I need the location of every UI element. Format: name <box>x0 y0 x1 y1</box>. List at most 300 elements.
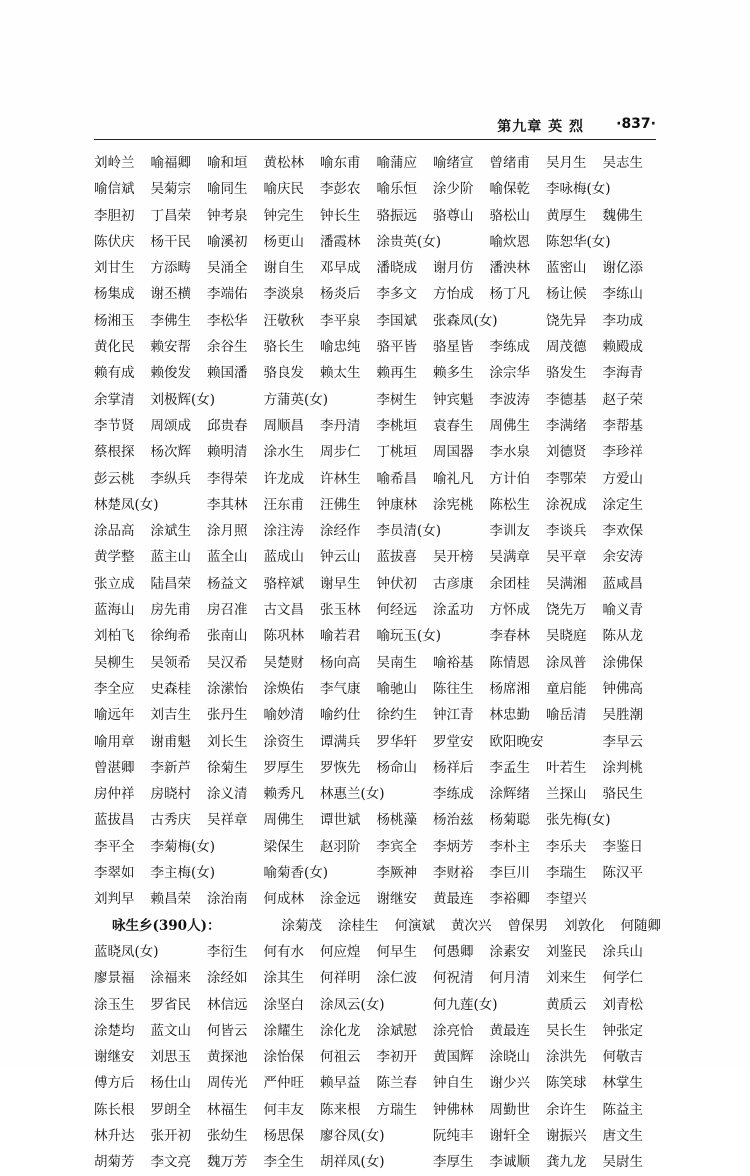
person-name: 房召准 <box>207 602 248 619</box>
person-name: 方怀成 <box>489 602 530 619</box>
person-name: 李淡泉 <box>263 286 304 303</box>
person-name: 喻绪宣 <box>433 155 474 171</box>
person-name: 蓝海山 <box>94 602 135 619</box>
person-name: 喻礼凡 <box>433 470 474 487</box>
person-name: 李纵兵 <box>150 470 191 487</box>
person-name: 李望兴 <box>546 891 587 908</box>
person-name: 蓝拔喜 <box>376 549 417 566</box>
person-name: 余掌清 <box>94 391 135 408</box>
name-line <box>94 1018 694 1044</box>
name-line <box>94 650 694 676</box>
name-line <box>94 176 694 202</box>
person-name: 汪佛生 <box>320 496 361 513</box>
person-name: 刘甘生 <box>94 260 135 277</box>
person-name: 何祝清 <box>433 970 474 987</box>
person-name: 刘德贤 <box>546 444 587 461</box>
name-line <box>94 544 694 570</box>
person-name: 李翠如 <box>94 865 135 882</box>
person-name: 涂仁波 <box>376 970 417 987</box>
name-line <box>94 1097 694 1123</box>
person-name: 何随卿 <box>620 917 661 934</box>
person-name: 涂金远 <box>320 891 361 908</box>
person-name: 吴尉生 <box>602 1154 643 1171</box>
person-name: 骆振远 <box>376 207 417 224</box>
person-name: 徐菊生 <box>207 759 248 776</box>
person-name: 潘泱林 <box>489 260 530 277</box>
person-name: 李咏梅(女) <box>546 181 611 198</box>
person-name: 唐文生 <box>602 1127 643 1144</box>
person-name: 谢轩全 <box>489 1127 530 1144</box>
person-name: 赖早益 <box>320 1075 361 1092</box>
person-name: 李鉴日 <box>602 838 643 855</box>
person-name: 涂贵英(女) <box>376 233 442 250</box>
person-name: 李胆初 <box>94 207 135 224</box>
person-name: 潘晓成 <box>376 260 417 277</box>
person-name: 周勤世 <box>489 1101 530 1118</box>
person-name: 喻东甫 <box>320 155 361 171</box>
person-name: 李国斌 <box>376 312 417 329</box>
person-name: 周传光 <box>207 1075 248 1092</box>
name-line <box>94 150 694 176</box>
person-name: 李厚生 <box>433 1154 474 1171</box>
person-name: 方爱山 <box>602 470 643 487</box>
person-name: 喻蒲应 <box>376 155 417 171</box>
person-name: 陈来根 <box>320 1101 361 1118</box>
person-name: 涂怡保 <box>263 1049 304 1066</box>
person-name: 彭云桃 <box>94 470 135 487</box>
person-name: 李满绪 <box>546 417 587 434</box>
person-name: 周顺昌 <box>263 417 304 434</box>
person-name: 余安涛 <box>602 549 643 566</box>
person-name: 喻远年 <box>94 707 135 724</box>
person-name: 陈汉平 <box>602 865 643 882</box>
person-name: 谢振兴 <box>546 1127 587 1144</box>
person-name: 李春林 <box>489 628 530 645</box>
person-name: 涂焕佑 <box>263 680 304 697</box>
person-name: 喻用章 <box>94 733 135 750</box>
person-name: 涂亮恰 <box>433 1022 474 1039</box>
person-name: 方怡成 <box>433 286 474 303</box>
person-name: 胡菊芳 <box>94 1154 135 1171</box>
person-name: 骆民生 <box>602 786 643 803</box>
person-name: 谢继安 <box>94 1049 135 1066</box>
person-name: 罗恢先 <box>320 759 361 776</box>
person-name: 方蒲英(女) <box>263 391 329 408</box>
person-name: 许林生 <box>320 470 361 487</box>
person-name: 赖国潘 <box>207 365 248 382</box>
person-name: 涂水生 <box>263 444 304 461</box>
person-name: 吴涌全 <box>207 260 248 277</box>
person-name: 李佛生 <box>150 312 191 329</box>
person-name: 何早生 <box>376 943 417 960</box>
person-name: 傅方后 <box>94 1075 135 1092</box>
person-name: 杨祥后 <box>433 759 474 776</box>
person-name: 吴祥章 <box>207 812 248 829</box>
person-name: 阮纯丰 <box>433 1127 474 1144</box>
person-name: 张丹生 <box>207 707 248 724</box>
person-name: 林楚凤(女) <box>94 496 159 513</box>
person-name: 喻菊香(女) <box>263 865 329 882</box>
person-name: 周佛生 <box>489 417 530 434</box>
person-name: 饶先异 <box>546 312 587 329</box>
person-name: 罗华轩 <box>376 733 417 750</box>
person-name: 古文昌 <box>263 602 304 619</box>
person-name: 张先梅(女) <box>546 812 611 829</box>
person-name: 陈往生 <box>433 680 474 697</box>
name-line <box>94 466 694 492</box>
person-name: 钟佛高 <box>602 680 643 697</box>
person-name: 蓝文山 <box>150 1022 191 1039</box>
person-name: 赖有成 <box>94 365 135 382</box>
name-line <box>94 518 694 544</box>
person-name: 涂化龙 <box>320 1022 361 1039</box>
person-name: 喻希昌 <box>376 470 417 487</box>
name-line <box>94 939 694 965</box>
person-name: 黄质云 <box>546 996 587 1013</box>
person-name: 涂经作 <box>320 523 361 540</box>
person-name: 何经远 <box>376 602 417 619</box>
name-line <box>94 334 694 360</box>
person-name: 蓝咸昌 <box>602 575 643 592</box>
person-name: 余谷生 <box>207 339 248 356</box>
name-line <box>94 492 694 518</box>
person-name: 赖多生 <box>433 365 474 382</box>
name-line <box>94 807 694 833</box>
person-name: 李水泉 <box>489 444 530 461</box>
person-name: 李得荣 <box>207 470 248 487</box>
person-name: 涂晓山 <box>489 1049 530 1066</box>
person-name: 吴菊宗 <box>150 181 191 198</box>
person-name: 涂楚均 <box>94 1022 135 1039</box>
person-name: 张森凤(女) <box>433 312 498 329</box>
person-name: 杨仕山 <box>150 1075 191 1092</box>
person-name: 涂义清 <box>207 786 248 803</box>
person-name: 李端佑 <box>207 286 248 303</box>
person-name: 何有水 <box>263 943 304 960</box>
person-name: 吴开榜 <box>433 549 474 566</box>
person-name: 黄探池 <box>207 1049 248 1066</box>
person-name: 李诚顺 <box>489 1154 530 1171</box>
person-name: 刘柏飞 <box>94 628 135 645</box>
person-name: 李初开 <box>376 1049 417 1066</box>
person-name: 徐约生 <box>376 707 417 724</box>
person-name: 陈伏庆 <box>94 233 135 250</box>
name-line <box>94 1149 694 1175</box>
person-name: 李衍生 <box>207 943 248 960</box>
person-name: 刘来生 <box>546 970 587 987</box>
person-name: 李员清(女) <box>376 523 442 540</box>
person-name: 涂斌慰 <box>376 1022 417 1039</box>
person-name: 李鄂荣 <box>546 470 587 487</box>
person-name: 谭满兵 <box>320 733 361 750</box>
person-name: 涂兵山 <box>602 943 643 960</box>
person-name: 李气康 <box>320 680 361 697</box>
person-name: 李欢保 <box>602 523 643 540</box>
person-name: 赖再生 <box>376 365 417 382</box>
person-name: 曾绪甫 <box>489 155 530 171</box>
person-name: 蓝晓凤(女) <box>94 943 159 960</box>
person-name: 蓝密山 <box>546 260 587 277</box>
person-name: 汪敬秋 <box>263 312 304 329</box>
person-name: 吴长生 <box>546 1022 587 1039</box>
person-name: 李平泉 <box>320 312 361 329</box>
person-name: 李菊梅(女) <box>150 838 216 855</box>
person-name: 李主梅(女) <box>150 865 216 882</box>
person-name: 涂洪先 <box>546 1049 587 1066</box>
person-name: 林升达 <box>94 1127 135 1144</box>
person-name: 骆松山 <box>489 207 530 224</box>
township-heading-line <box>94 913 694 939</box>
person-name: 邓早成 <box>320 260 361 277</box>
person-name: 杨次辉 <box>150 444 191 461</box>
person-name: 涂月照 <box>207 523 248 540</box>
person-name: 钟自生 <box>433 1075 474 1092</box>
person-name: 谢丕横 <box>150 286 191 303</box>
person-name: 谢少兴 <box>489 1075 530 1092</box>
person-name: 陈笑球 <box>546 1075 587 1092</box>
person-name: 喻驰山 <box>376 680 417 697</box>
header-rule <box>94 139 656 140</box>
person-name: 李巨川 <box>489 865 530 882</box>
person-name: 周步仁 <box>320 444 361 461</box>
person-name: 杨湘玉 <box>94 312 135 329</box>
person-name: 谢月仿 <box>433 260 474 277</box>
person-name: 刘吉生 <box>150 707 191 724</box>
person-name: 李功成 <box>602 312 643 329</box>
person-name: 钟伏初 <box>376 575 417 592</box>
person-name: 杨让候 <box>546 286 587 303</box>
person-name: 杨丁凡 <box>489 286 530 303</box>
person-name: 何丰友 <box>263 1101 304 1118</box>
person-name: 李练成 <box>489 339 530 356</box>
person-name: 方瑞生 <box>376 1101 417 1118</box>
person-name: 陈巩林 <box>263 628 304 645</box>
person-name: 李海青 <box>602 365 643 382</box>
person-name: 张南山 <box>207 628 248 645</box>
person-name: 涂福来 <box>150 970 191 987</box>
person-name: 李节贤 <box>94 417 135 434</box>
person-name: 骆梓斌 <box>263 575 304 592</box>
person-name: 李德基 <box>546 391 587 408</box>
person-name: 喻若君 <box>320 628 361 645</box>
person-name: 涂品高 <box>94 523 135 540</box>
person-name: 李谈兵 <box>546 523 587 540</box>
person-name: 李宾全 <box>376 838 417 855</box>
person-name: 喻同生 <box>207 181 248 198</box>
person-name: 方计伯 <box>489 470 530 487</box>
person-name: 丁昌荣 <box>150 207 191 224</box>
name-line <box>94 834 694 860</box>
person-name: 谢自生 <box>263 260 304 277</box>
person-name: 吴平章 <box>546 549 587 566</box>
person-name: 何祖云 <box>320 1049 361 1066</box>
person-name: 徐绚希 <box>150 628 191 645</box>
person-name: 何皆云 <box>207 1022 248 1039</box>
person-name: 赖殿成 <box>602 339 643 356</box>
person-name: 黄学整 <box>94 549 135 566</box>
name-line <box>94 413 694 439</box>
person-name: 喻和垣 <box>207 155 248 171</box>
person-name: 涂潆怡 <box>207 680 248 697</box>
person-name: 刘思玉 <box>150 1049 191 1066</box>
person-name: 骆星皆 <box>433 339 474 356</box>
person-name: 赖俊发 <box>150 365 191 382</box>
person-name: 骆良发 <box>263 365 304 382</box>
person-name: 杨益文 <box>207 575 248 592</box>
person-name: 吴楚财 <box>263 654 304 671</box>
person-name: 杨干民 <box>150 233 191 250</box>
person-name: 刘长生 <box>207 733 248 750</box>
person-name: 涂定生 <box>602 496 643 513</box>
person-name: 骆平皆 <box>376 339 417 356</box>
person-name: 余团桂 <box>489 575 530 592</box>
person-name: 吴满章 <box>489 549 530 566</box>
name-line <box>94 387 694 413</box>
name-line <box>94 781 694 807</box>
person-name: 曾保男 <box>507 917 548 934</box>
person-name: 赵羽阶 <box>320 838 361 855</box>
name-line <box>94 729 694 755</box>
person-name: 涂辉绪 <box>489 786 530 803</box>
person-name: 廖景福 <box>94 970 135 987</box>
person-name: 李全应 <box>94 680 135 697</box>
person-name: 吴南生 <box>376 654 417 671</box>
name-line <box>94 992 694 1018</box>
person-name: 何祥明 <box>320 970 361 987</box>
person-name: 涂少阶 <box>433 181 474 198</box>
person-name: 刘鉴民 <box>546 943 587 960</box>
person-name: 喻约仕 <box>320 707 361 724</box>
person-name: 陈松生 <box>489 496 530 513</box>
person-name: 李多文 <box>376 286 417 303</box>
person-name: 罗省民 <box>150 996 191 1013</box>
township-heading: 咏生乡(390人)： <box>112 917 221 934</box>
person-name: 房仲祥 <box>94 786 135 803</box>
person-name: 吴满湘 <box>546 575 587 592</box>
person-name: 陈兰春 <box>376 1075 417 1092</box>
person-name: 史森桂 <box>150 680 191 697</box>
person-name: 涂宗华 <box>489 365 530 382</box>
person-name: 罗厚生 <box>263 759 304 776</box>
person-name: 李孟生 <box>489 759 530 776</box>
person-name: 黄最连 <box>489 1022 530 1039</box>
person-name: 杨治兹 <box>433 812 474 829</box>
person-name: 陈恕华(女) <box>546 233 611 250</box>
person-name: 黄国辉 <box>433 1049 474 1066</box>
person-name: 龚九龙 <box>546 1154 587 1171</box>
person-name: 蓝拔昌 <box>94 812 135 829</box>
person-name: 蓝成山 <box>263 549 304 566</box>
person-name: 李瑞生 <box>546 865 587 882</box>
person-name: 谭世斌 <box>320 812 361 829</box>
person-name: 魏万芳 <box>207 1154 248 1171</box>
person-name: 邱贵春 <box>207 417 248 434</box>
person-name: 刘青松 <box>602 996 643 1013</box>
person-name: 袁春生 <box>433 417 474 434</box>
person-name: 周佛生 <box>263 812 304 829</box>
person-name: 何学仁 <box>602 970 643 987</box>
person-name: 刘岭兰 <box>94 155 135 171</box>
name-line <box>94 1070 694 1096</box>
person-name: 张玉林 <box>320 602 361 619</box>
person-name: 赖昌荣 <box>150 891 191 908</box>
person-name: 吴领希 <box>150 654 191 671</box>
person-name: 骆长生 <box>263 339 304 356</box>
person-name: 何月清 <box>489 970 530 987</box>
person-name: 李厥神 <box>376 865 417 882</box>
person-name: 汪东甫 <box>263 496 304 513</box>
person-name: 李树生 <box>376 391 417 408</box>
person-name: 钟长生 <box>320 207 361 224</box>
chapter-title: 第九章 英 烈 <box>497 119 584 135</box>
person-name: 张立成 <box>94 575 135 592</box>
person-name: 潘霞林 <box>320 233 361 250</box>
person-name: 吴胜潮 <box>602 707 643 724</box>
person-name: 喻信斌 <box>94 181 135 198</box>
name-line <box>94 571 694 597</box>
person-name: 赖秀凡 <box>263 786 304 803</box>
person-name: 涂菊茂 <box>281 917 322 934</box>
person-name: 涂其生 <box>263 970 304 987</box>
person-name: 李裕卿 <box>489 891 530 908</box>
person-name: 丁桃垣 <box>376 444 417 461</box>
person-name: 涂经如 <box>207 970 248 987</box>
name-line <box>94 597 694 623</box>
person-name: 喻义青 <box>602 602 643 619</box>
person-name: 梁保生 <box>263 838 304 855</box>
person-name: 房晓村 <box>150 786 191 803</box>
person-name: 何敬吉 <box>602 1049 643 1066</box>
name-line <box>94 1044 694 1070</box>
person-name: 叶若生 <box>546 759 587 776</box>
person-name: 涂凤云(女) <box>320 996 385 1013</box>
person-name: 魏佛生 <box>602 207 643 224</box>
person-name: 涂坚白 <box>263 996 304 1013</box>
person-name: 林信远 <box>207 996 248 1013</box>
name-line <box>94 676 694 702</box>
person-name: 涂玉生 <box>94 996 135 1013</box>
person-name: 杨菊聪 <box>489 812 530 829</box>
person-name: 骆尊山 <box>433 207 474 224</box>
person-name: 涂治南 <box>207 891 248 908</box>
name-line <box>94 886 694 912</box>
person-name: 吴志生 <box>602 155 643 171</box>
name-line <box>94 965 694 991</box>
person-name: 黄厚生 <box>546 207 587 224</box>
person-name: 李桃垣 <box>376 417 417 434</box>
person-name: 赵子荣 <box>602 391 643 408</box>
person-name: 古彦康 <box>433 575 474 592</box>
name-line <box>94 203 694 229</box>
person-name: 吴月生 <box>546 155 587 171</box>
person-name: 刘极辉(女) <box>150 391 216 408</box>
person-name: 方添畴 <box>150 260 191 277</box>
person-name: 杨更山 <box>263 233 304 250</box>
person-name: 喻玩玉(女) <box>376 628 442 645</box>
person-name: 蓝全山 <box>207 549 248 566</box>
person-name: 黄化民 <box>94 339 135 356</box>
person-name: 黄次兴 <box>451 917 492 934</box>
person-name: 涂斌生 <box>150 523 191 540</box>
person-name: 饶先万 <box>546 602 587 619</box>
person-name: 喻炊恩 <box>489 233 530 250</box>
page-number: ·837· <box>616 116 656 132</box>
person-name: 李帮基 <box>602 417 643 434</box>
person-name: 钟康林 <box>376 496 417 513</box>
person-name: 李彭农 <box>320 181 361 198</box>
person-name: 涂耀生 <box>263 1022 304 1039</box>
person-name: 杨向高 <box>320 654 361 671</box>
